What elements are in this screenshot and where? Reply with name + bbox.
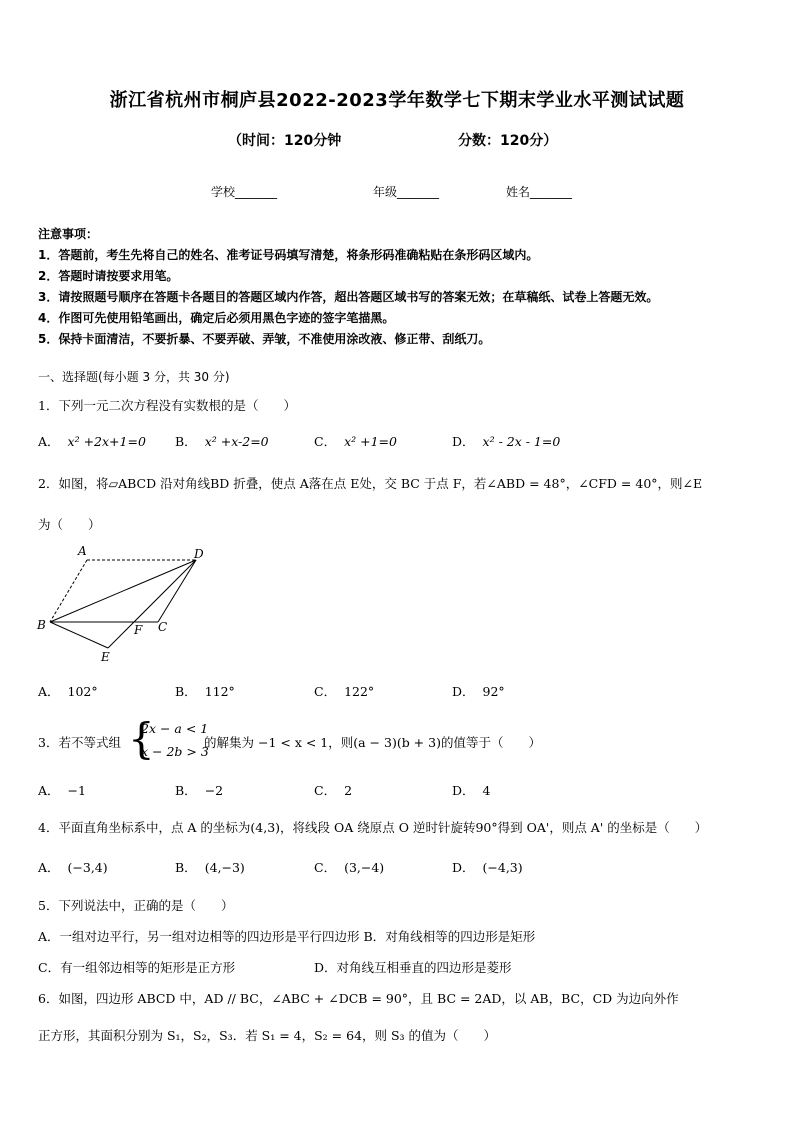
option-label: A． (38, 860, 60, 875)
school-field[interactable]: 学校_______ (211, 185, 278, 199)
option-label: B． (175, 434, 197, 449)
q3-suffix: 的解集为 −1 < x < 1，则(a − 3)(b + 3)的值等于（ ） (204, 735, 541, 750)
option-label: B． (175, 860, 197, 875)
option-label: C． (314, 860, 337, 875)
notes-heading: 注意事项： (38, 227, 99, 241)
option-text: (−3,4) (67, 860, 108, 875)
q4-option-b[interactable] (175, 858, 245, 876)
q3-inequality-1: 2x − a < 1 (141, 721, 209, 736)
option-text: (4,−3) (204, 860, 245, 875)
notes-section (38, 224, 658, 350)
q1-option-a[interactable] (38, 432, 146, 450)
label-b: B (37, 618, 46, 632)
option-label: D． (452, 860, 475, 875)
note-item: 5．保持卡面清洁，不要折暴、不要弄破、弄皱，不准使用涂改液、修正带、刮纸刀。 (38, 332, 491, 346)
q4-option-c[interactable] (314, 858, 384, 876)
option-text: −1 (67, 783, 86, 798)
section-heading: 一、选择题(每小题 3 分，共 30 分) (38, 370, 230, 384)
option-text: (−4,3) (482, 860, 523, 875)
option-label: A． (38, 783, 60, 798)
q2-stem: 2．如图，将▱ABCD 沿对角线BD 折叠，使点 A落在点 E处，交 BC 于点 F，若∠ABD = 48°，∠CFD = 40°，则∠E (38, 476, 703, 491)
note-item: 1．答题前，考生先将自己的姓名、准考证号码填写清楚，将条形码准确粘贴在条形码区域内。 (38, 248, 539, 262)
q1-option-c[interactable] (314, 432, 397, 450)
option-label: D． (452, 684, 475, 699)
label-e: E (101, 650, 110, 664)
q2-option-b[interactable] (175, 682, 235, 700)
q5-option-c[interactable]: C．有一组邻边相等的矩形是正方形 (38, 960, 236, 975)
label-c: C (158, 620, 168, 634)
note-item: 2．答题时请按要求用笔。 (38, 269, 179, 283)
q4-stem: 4．平面直角坐标系中，点 A 的坐标为(4,3)，将线段 OA 绕原点 O 逆时针旋转90°得到 OA'，则点 A' 的坐标是（ ） (38, 820, 708, 835)
option-text: (3,−4) (344, 860, 385, 875)
q3-option-b[interactable] (175, 781, 223, 799)
option-label: C． (314, 684, 337, 699)
option-text: 112° (204, 684, 235, 699)
option-label: B． (175, 783, 197, 798)
name-field[interactable]: 姓名_______ (506, 185, 573, 199)
option-text: 4 (482, 783, 491, 798)
note-item: 3．请按照题号顺序在答题卡各题目的答题区域内作答，超出答题区域书写的答案无效；在草稿纸、试卷上答题无效。 (38, 290, 659, 304)
option-label: A． (38, 684, 60, 699)
exam-time: （时间：120分钟 (228, 133, 342, 149)
option-text: −2 (204, 783, 224, 798)
option-label: B． (175, 684, 197, 699)
grade-field[interactable]: 年级_______ (373, 185, 440, 199)
q5-option-ab[interactable]: A．一组对边平行，另一组对边相等的四边形是平行四边形 B．对角线相等的四边形是矩形 (38, 929, 536, 944)
option-text: 102° (67, 684, 98, 699)
edge-ed (108, 560, 196, 648)
q1-option-b[interactable] (175, 432, 269, 450)
q5-option-d[interactable]: D．对角线互相垂直的四边形是菱形 (314, 960, 512, 975)
q4-option-d[interactable] (452, 858, 523, 876)
option-label: C． (314, 783, 337, 798)
q6-stem-cont: 正方形，其面积分别为 S₁，S₂，S₃．若 S₁ = 4，S₂ = 64，则 S₃ 的值为（ ） (38, 1028, 497, 1043)
option-text: x² - 2x - 1=0 (482, 434, 561, 449)
q2-option-a[interactable] (38, 682, 98, 700)
diagonal-bd (50, 560, 196, 622)
q6-stem: 6．如图，四边形 ABCD 中，AD // BC，∠ABC + ∠DCB = 90°，且 BC = 2AD，以 AB，BC，CD 为边向外作 (38, 991, 679, 1006)
option-text: 122° (344, 684, 375, 699)
option-text: 92° (482, 684, 505, 699)
edge-dc (158, 560, 196, 622)
q3-option-d[interactable] (452, 781, 490, 799)
page-title: 浙江省杭州市桐庐县2022-2023学年数学七下期末学业水平测试试题 (109, 90, 685, 111)
q5-stem: 5．下列说法中，正确的是（ ） (38, 898, 234, 913)
q3-inequality-2: x − 2b > 3 (141, 744, 209, 759)
q3-option-a[interactable] (38, 781, 86, 799)
option-text: x² +1=0 (344, 434, 397, 449)
q1-stem: 1．下列一元二次方程没有实数根的是（ ） (38, 398, 296, 413)
option-text: x² +x-2=0 (204, 434, 269, 449)
option-text: x² +2x+1=0 (67, 434, 146, 449)
label-a: A (78, 544, 87, 558)
option-label: A． (38, 434, 60, 449)
q2-option-d[interactable] (452, 682, 505, 700)
edge-be (50, 622, 108, 648)
q4-option-a[interactable] (38, 858, 108, 876)
option-label: D． (452, 783, 475, 798)
option-label: D． (452, 434, 475, 449)
edge-ab (50, 560, 87, 622)
option-label: C． (314, 434, 337, 449)
note-item: 4．作图可先使用铅笔画出，确定后必须用黑色字迹的签字笔描黑。 (38, 311, 395, 325)
q3-option-c[interactable] (314, 781, 352, 799)
q2-figure (30, 540, 230, 670)
q2-option-c[interactable] (314, 682, 374, 700)
q2-stem-cont: 为（ ） (38, 517, 101, 532)
label-f: F (134, 623, 143, 637)
exam-score: 分数：120分） (458, 133, 558, 149)
q3-prefix: 3．若不等式组 (38, 735, 121, 750)
label-d: D (194, 547, 204, 561)
q1-option-d[interactable] (452, 432, 560, 450)
option-text: 2 (344, 783, 353, 798)
system-brace: { (128, 714, 155, 763)
